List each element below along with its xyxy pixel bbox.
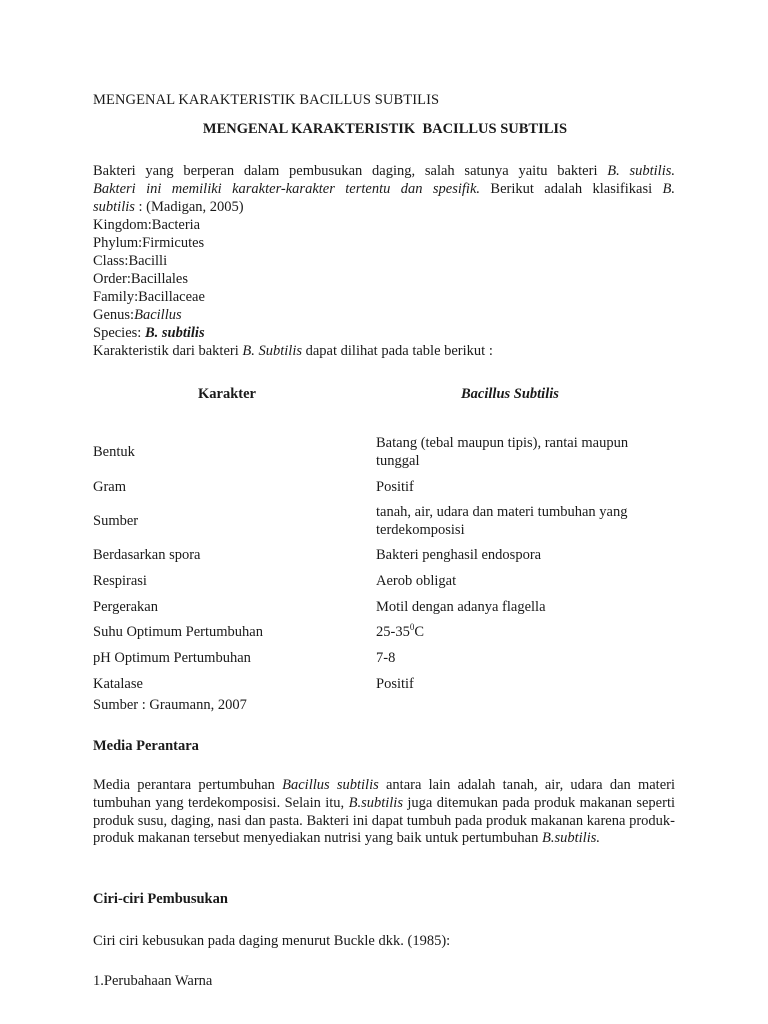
heading-ciri-ciri-pembusukan: Ciri-ciri Pembusukan xyxy=(93,891,228,907)
table-row-label: Sumber xyxy=(93,513,139,529)
class-phylum: Phylum:Firmicutes xyxy=(93,235,205,251)
table-intro: Karakteristik dari bakteri B. Subtilis dapat dilihat pada table berikut : xyxy=(93,343,493,359)
document-header: MENGENAL KARAKTERISTIK BACILLUS SUBTILIS xyxy=(93,92,440,108)
class-species: Species: B. subtilis xyxy=(93,325,205,341)
table-row-value: tanah, air, udara dan materi tumbuhan yang terdekomposisi xyxy=(376,504,628,538)
table-row-value: Batang (tebal maupun tipis), rantai maupun tunggal xyxy=(376,435,629,469)
table-row-label: Bentuk xyxy=(93,444,135,460)
media-paragraph: Media perantara pertumbuhan Bacillus subtilis antara lain adalah tanah, air, udara dan materi tumbuhan yang terdekomposisi. Selain itu, B.subtilis juga ditemukan pada produk makanan seperti produk susu, daging, nasi dan pasta. Bakteri ini dapat tumbuh pada produk makanan karena produk-produk makanan tersebut menyediakan nutrisi yang baik untuk pertumbuhan B.subtilis. xyxy=(93,777,676,847)
intro-line-3: subtilis : (Madigan, 2005) xyxy=(93,199,244,215)
table-row-label: Pergerakan xyxy=(93,599,158,615)
class-family: Family:Bacillaceae xyxy=(93,289,205,305)
table-header-karakter: Karakter xyxy=(198,386,256,402)
table-row-label: Gram xyxy=(93,479,127,495)
table-row-label: Respirasi xyxy=(93,573,147,589)
table-source: Sumber : Graumann, 2007 xyxy=(93,697,247,713)
intro-line-1: Bakteri yang berperan dalam pembusukan daging, salah satunya yaitu bakteri B. subtilis. xyxy=(93,163,675,179)
pembusukan-intro: Ciri ciri kebusukan pada daging menurut Buckle dkk. (1985): xyxy=(93,933,451,949)
table-row-value: Positif xyxy=(376,676,414,692)
table-row-value: Motil dengan adanya flagella xyxy=(376,599,546,615)
table-row-value: Positif xyxy=(376,479,414,495)
pembusukan-item-1: 1.Perubahaan Warna xyxy=(93,973,213,989)
table-row-label: Berdasarkan spora xyxy=(93,547,201,563)
table-row-value: Bakteri penghasil endospora xyxy=(376,547,542,563)
table-row-value: 7-8 xyxy=(376,650,396,666)
class-genus: Genus:Bacillus xyxy=(93,307,182,323)
table-row-value: Aerob obligat xyxy=(376,573,457,589)
table-row-label: Katalase xyxy=(93,676,143,692)
class-kingdom: Kingdom:Bacteria xyxy=(93,217,201,233)
class-order: Order:Bacillales xyxy=(93,271,189,287)
heading-media-perantara: Media Perantara xyxy=(93,738,199,754)
intro-paragraph xyxy=(93,162,675,198)
classification-list xyxy=(93,198,493,360)
table-row-value: $25-35^0C$ xyxy=(376,622,425,640)
table-row-label: pH Optimum Pertumbuhan xyxy=(93,650,251,666)
class-class: Class:Bacilli xyxy=(93,253,168,269)
table-row-label: Suhu Optimum Pertumbuhan xyxy=(93,624,263,640)
document-title xyxy=(0,121,768,138)
intro-line-2: Bakteri ini memiliki karakter-karakter tertentu dan spesifik. Berikut adalah klasifikasi B. xyxy=(93,181,675,197)
title-text: MENGENAL KARAKTERISTIK BACILLUS SUBTILIS xyxy=(202,121,568,137)
table-header-bacillus-subtilis: Bacillus Subtilis xyxy=(461,386,559,402)
